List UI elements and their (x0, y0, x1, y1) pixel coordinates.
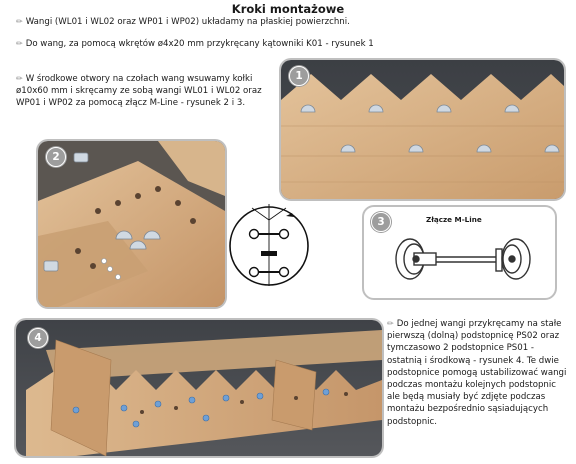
joint-schematic (224, 200, 314, 286)
step-2 (16, 38, 556, 50)
figure-4-badge: 4 (28, 328, 48, 348)
figure-2-badge: 2 (46, 147, 66, 167)
step-4 (387, 318, 569, 428)
pencil-icon: ✏ (16, 39, 23, 48)
step-3 (16, 73, 274, 110)
step-1-text: Wangi (WL01 i WL02 oraz WP01 i WP02) układamy na płaskiej powierzchni. (25, 17, 350, 27)
step-4-text: Do jednej wangi przykręcamy na stałe pierwszą (dolną) podstopnicę PS02 oraz tymczasowo 2 podstopnice PS01 - ostatnią i środkową - rysunek 4. Te dwie podstopnice pomogą ustabilizować wangi podczas montażu kolejnych podstopnic ale będą musiały być zdjęte podczas montażu bezpośrednio sąsiadujących podstopnic. (387, 319, 567, 427)
page-title: Kroki montażowe (231, 2, 345, 16)
step-3-text: W środkowe otwory na czołach wang wsuwamy kołki ø10x60 mm i skręcamy ze sobą wangi WL01 i WL02 oraz WP01 i WP02 za pomocą złącz M-Line - rysunek 2 i 3. (16, 74, 262, 109)
figure-3 (362, 205, 557, 300)
pencil-icon: ✏ (16, 74, 23, 83)
figure-2-photo (38, 141, 225, 307)
figure-1-badge: 1 (289, 66, 309, 86)
pencil-icon: ✏ (16, 17, 23, 26)
figure-3-label: Złącze M-Line (426, 215, 482, 224)
step-2-text: Do wang, za pomocą wkrętów ø4x20 mm przykręcany kątowniki K01 - rysunek 1 (25, 39, 374, 49)
pencil-icon: ✏ (387, 319, 394, 328)
figure-2 (36, 139, 227, 309)
figure-1-photo (281, 60, 564, 199)
step-1 (16, 16, 556, 28)
figure-4-photo (16, 320, 382, 456)
figure-4 (14, 318, 384, 458)
figure-3-badge: 3 (371, 212, 391, 232)
m-line-connector-drawing (364, 207, 555, 298)
figure-1 (279, 58, 566, 201)
